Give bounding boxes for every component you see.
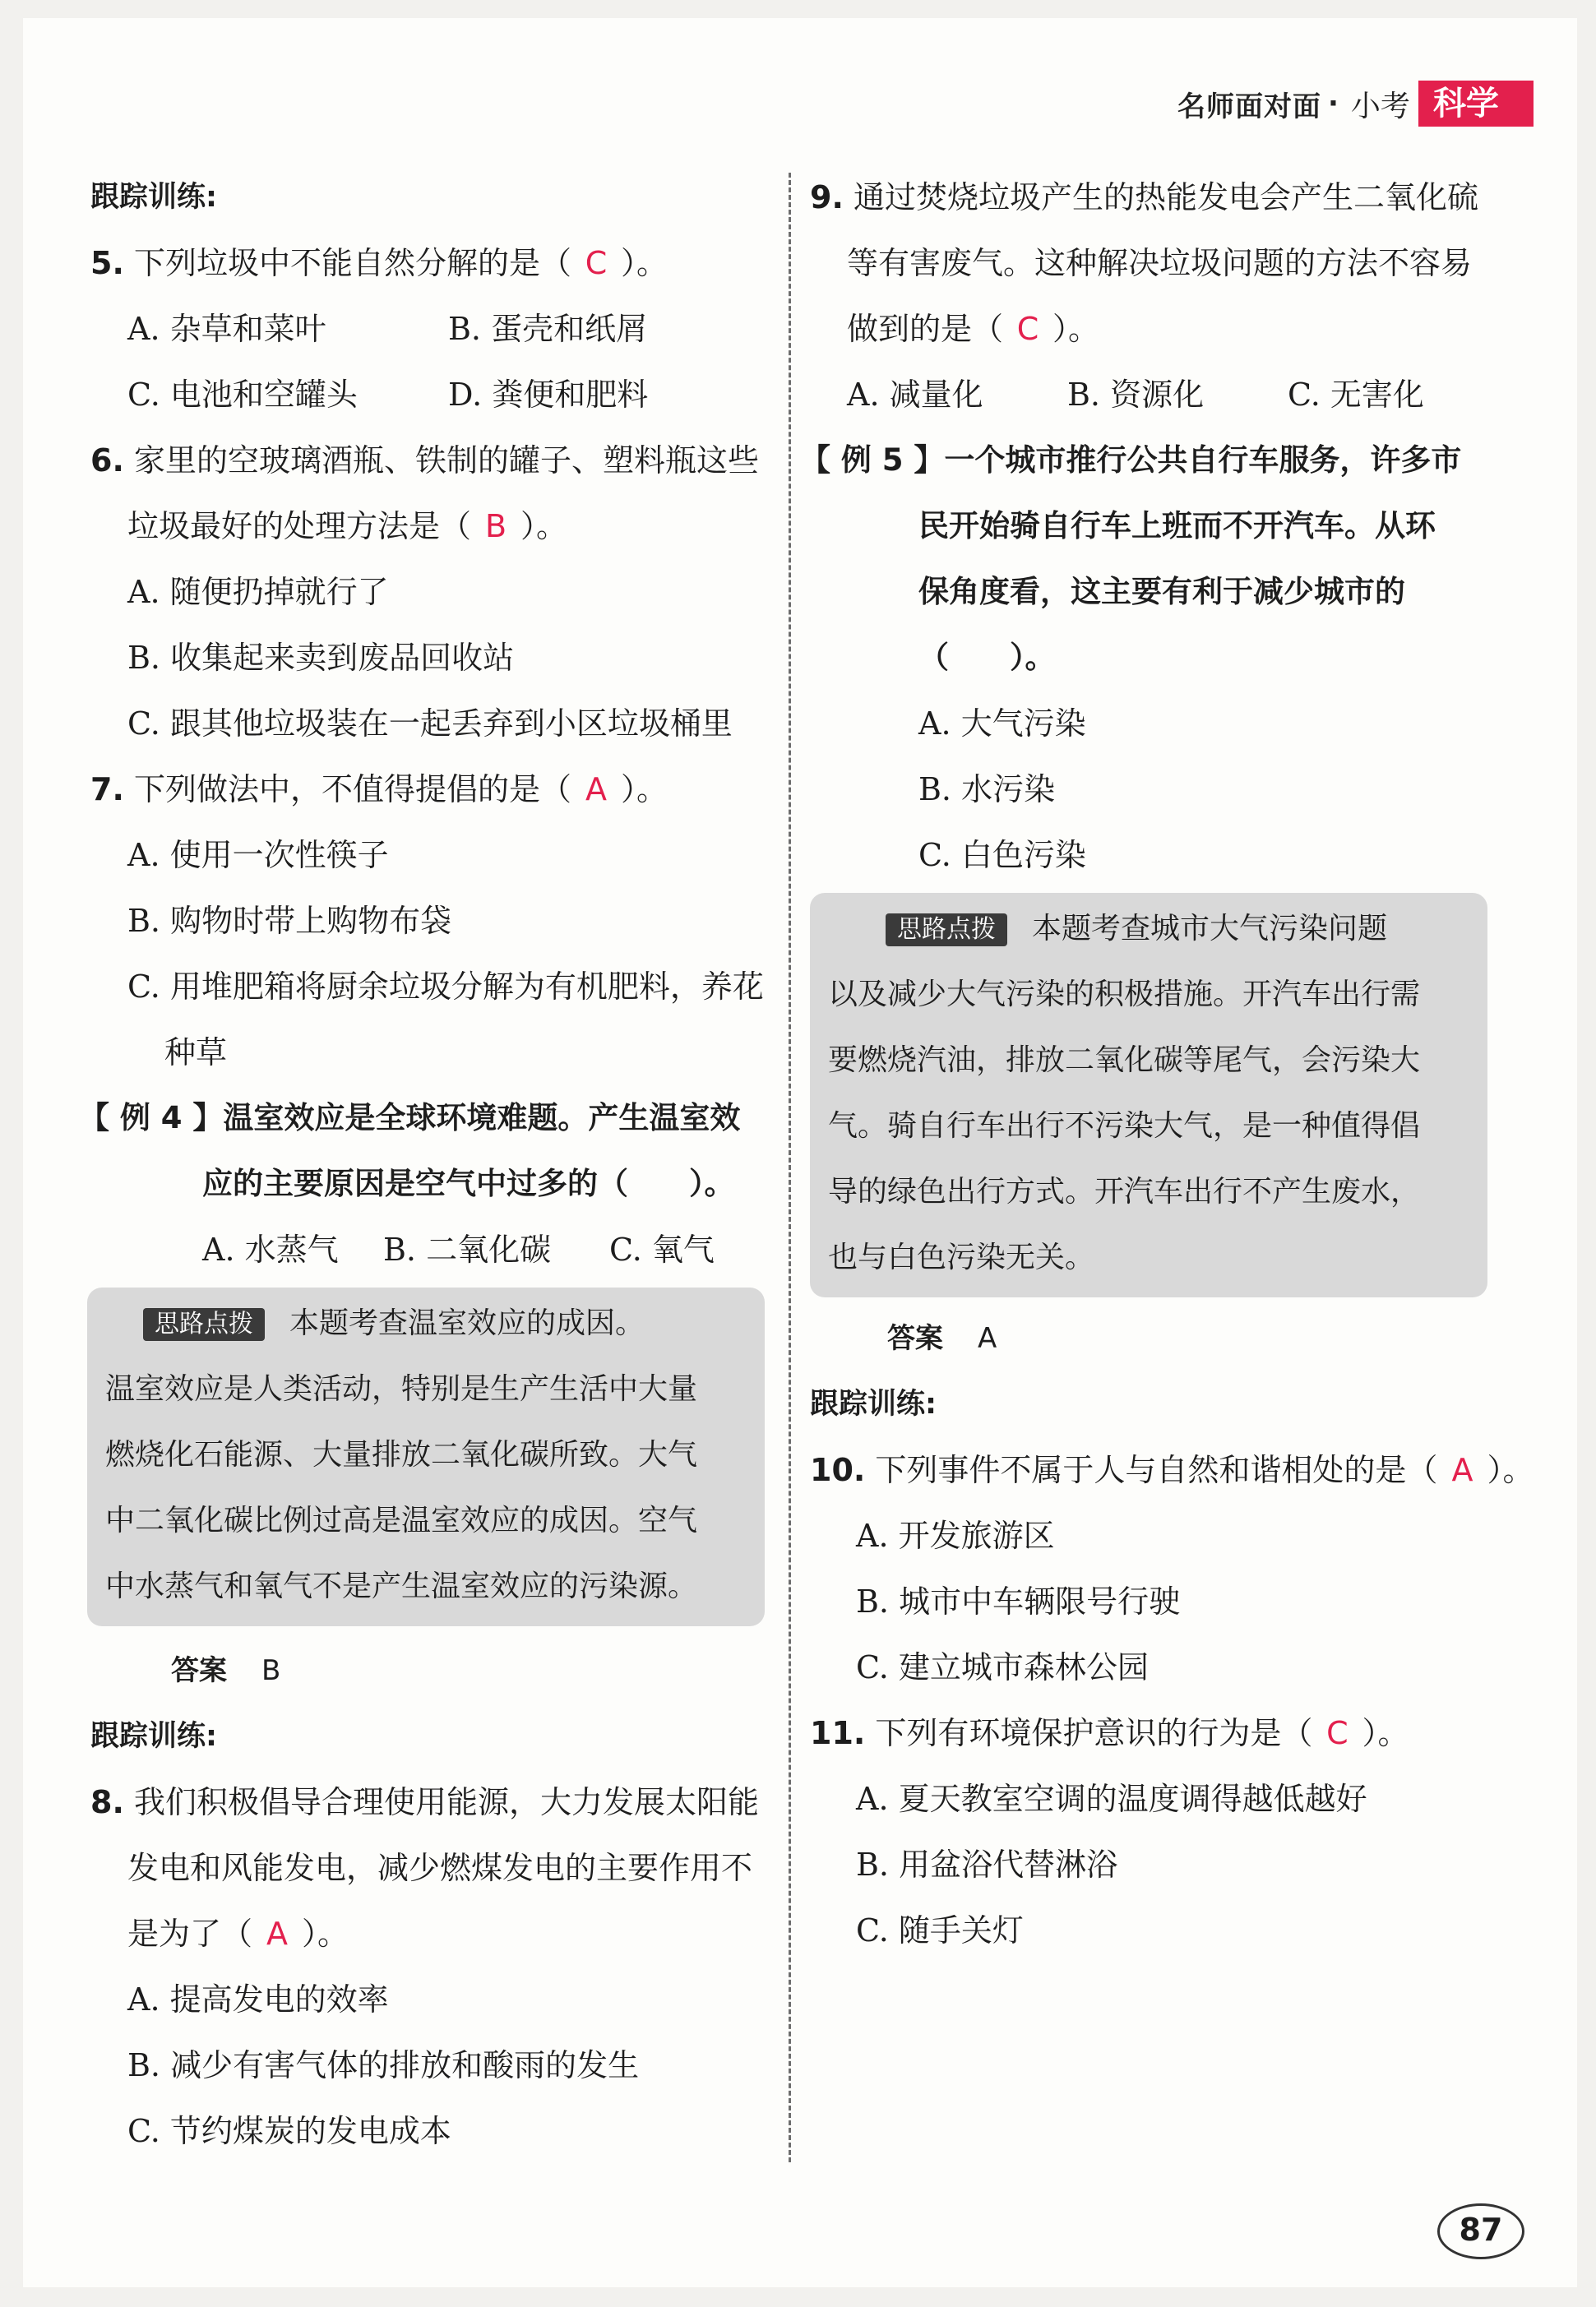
option: B. 用盆浴代替淋浴 xyxy=(856,1847,1118,1883)
option-cont: 种草 xyxy=(164,1034,228,1070)
brand-dot: · xyxy=(1328,87,1339,120)
question-9: 9. 通过焚烧垃圾产生的热能发电会产生二氧化硫 xyxy=(810,179,1478,215)
answer-mark: A xyxy=(266,1916,289,1952)
answer-value: A xyxy=(978,1322,997,1355)
answer-mark: A xyxy=(585,771,607,807)
option: C. 节约煤炭的发电成本 xyxy=(127,2113,451,2149)
option: A. 提高发电的效率 xyxy=(127,1981,389,2018)
option: A. 夏天教室空调的温度调得越低越好 xyxy=(856,1781,1367,1817)
option: A. 大气污染 xyxy=(918,705,1086,742)
example-5-cont: （ ）。 xyxy=(918,640,1056,675)
example-5: 【 例 5 】一个城市推行公共自行车服务，许多市 xyxy=(800,442,1462,478)
option: A. 随便扔掉就行了 xyxy=(127,574,389,610)
options-row: A. 减量化 B. 资源化 C. 无害化 xyxy=(847,377,1424,413)
section-heading: 跟踪训练: xyxy=(90,181,217,214)
hint-box: 思路点拨 本题考查城市大气污染问题 以及减少大气污染的积极措施。开汽车出行需 要燃烧汽油，排放二氧化碳等尾气，会污染大 气。骑自行车出行不污染大气，是一种值得倡 导的绿色出行方式。开汽车出行不产生废水， 也与白色污染无关。 xyxy=(810,893,1487,1297)
answer-mark: C xyxy=(1016,311,1039,347)
question-7: 7. 下列做法中，不值得提倡的是（ A ）。 xyxy=(90,756,765,822)
question-8: 8. 我们积极倡导合理使用能源，大力发展太阳能 xyxy=(90,1784,759,1820)
section-heading: 跟踪训练: xyxy=(90,1720,217,1753)
answer-row xyxy=(810,1304,1501,1371)
subject-tag: 科学 xyxy=(1418,81,1534,127)
option: B. 收集起来卖到废品回收站 xyxy=(127,640,515,676)
answer-label: 答案 xyxy=(882,1306,948,1371)
hint-box: 思路点拨 本题考查温室效应的成因。 温室效应是人类活动，特别是生产生活中大量 燃烧化石能源、大量排放二氧化碳所致。大气 中二氧化碳比例过高是温室效应的成因。空气 中水蒸气和氧气不是产生温室效应的污染源。 xyxy=(87,1288,765,1626)
page-number: 87 xyxy=(1437,2203,1524,2259)
option: A. 使用一次性筷子 xyxy=(127,837,389,873)
answer-label: 答案 xyxy=(166,1638,232,1704)
option: C. 建立城市森林公园 xyxy=(856,1649,1149,1685)
option: C. 用堆肥箱将厨余垃圾分解为有机肥料，养花 xyxy=(127,969,764,1005)
brand-sub: 小考 xyxy=(1350,89,1410,123)
header-brand xyxy=(1177,81,1534,127)
example-tag: 【 例 4 】 xyxy=(79,1100,224,1135)
question-6-cont: 垃圾最好的处理方法是（ B ）。 xyxy=(90,493,765,559)
option: B. 水污染 xyxy=(918,771,1056,807)
brand-name: 名师面对面 xyxy=(1177,90,1321,123)
example-5-cont: 民开始骑自行车上班而不开汽车。从环 xyxy=(918,508,1436,543)
left-column xyxy=(79,164,765,2164)
options-row: C. 电池和空罐头 D. 粪便和肥料 xyxy=(127,377,649,413)
example-tag: 【 例 5 】 xyxy=(800,442,945,478)
answer-mark: C xyxy=(585,245,608,281)
hint-tag: 思路点拨 xyxy=(886,913,1007,946)
options-row: A. 水蒸气 B. 二氧化碳 C. 氧气 xyxy=(202,1232,715,1268)
question-5: 5. 下列垃圾中不能自然分解的是（ C ）。 xyxy=(90,230,765,296)
answer-row xyxy=(90,1636,765,1704)
section-heading: 跟踪训练: xyxy=(810,1388,937,1421)
column-divider xyxy=(789,173,791,2162)
example-5-cont: 保角度看，这主要有利于减少城市的 xyxy=(918,574,1405,609)
question-8-cont: 是为了（ A ）。 xyxy=(90,1901,765,1967)
right-column xyxy=(800,164,1534,1963)
option: B. 城市中车辆限号行驶 xyxy=(856,1583,1181,1620)
answer-value: B xyxy=(261,1654,281,1687)
option: C. 白色污染 xyxy=(918,837,1086,873)
option: C. 随手关灯 xyxy=(856,1912,1024,1949)
answer-mark: A xyxy=(1451,1452,1473,1488)
example-4: 【 例 4 】温室效应是全球环境难题。产生温室效 xyxy=(79,1100,741,1135)
option: B. 减少有害气体的排放和酸雨的发生 xyxy=(127,2047,640,2083)
option: B. 购物时带上购物布袋 xyxy=(127,903,452,939)
hint-tag: 思路点拨 xyxy=(143,1308,265,1341)
question-11: 11. 下列有环境保护意识的行为是（ C ）。 xyxy=(810,1700,1501,1766)
option: A. 开发旅游区 xyxy=(856,1518,1055,1554)
question-9-cont: 做到的是（ C ）。 xyxy=(810,296,1501,362)
option: C. 跟其他垃圾装在一起丢弃到小区垃圾桶里 xyxy=(127,705,733,742)
options-row: A. 杂草和菜叶 B. 蛋壳和纸屑 xyxy=(127,311,648,347)
answer-mark: C xyxy=(1326,1715,1349,1751)
question-6: 6. 家里的空玻璃酒瓶、铁制的罐子、塑料瓶这些 xyxy=(90,442,759,479)
answer-mark: B xyxy=(484,508,507,544)
example-4-cont: 应的主要原因是空气中过多的（ ）。 xyxy=(202,1166,735,1201)
question-10: 10. 下列事件不属于人与自然和谐相处的是（ A ）。 xyxy=(810,1437,1501,1503)
question-9-cont: 等有害废气。这种解决垃圾问题的方法不容易 xyxy=(847,245,1473,281)
question-8-cont: 发电和风能发电，减少燃煤发电的主要作用不 xyxy=(127,1850,753,1886)
